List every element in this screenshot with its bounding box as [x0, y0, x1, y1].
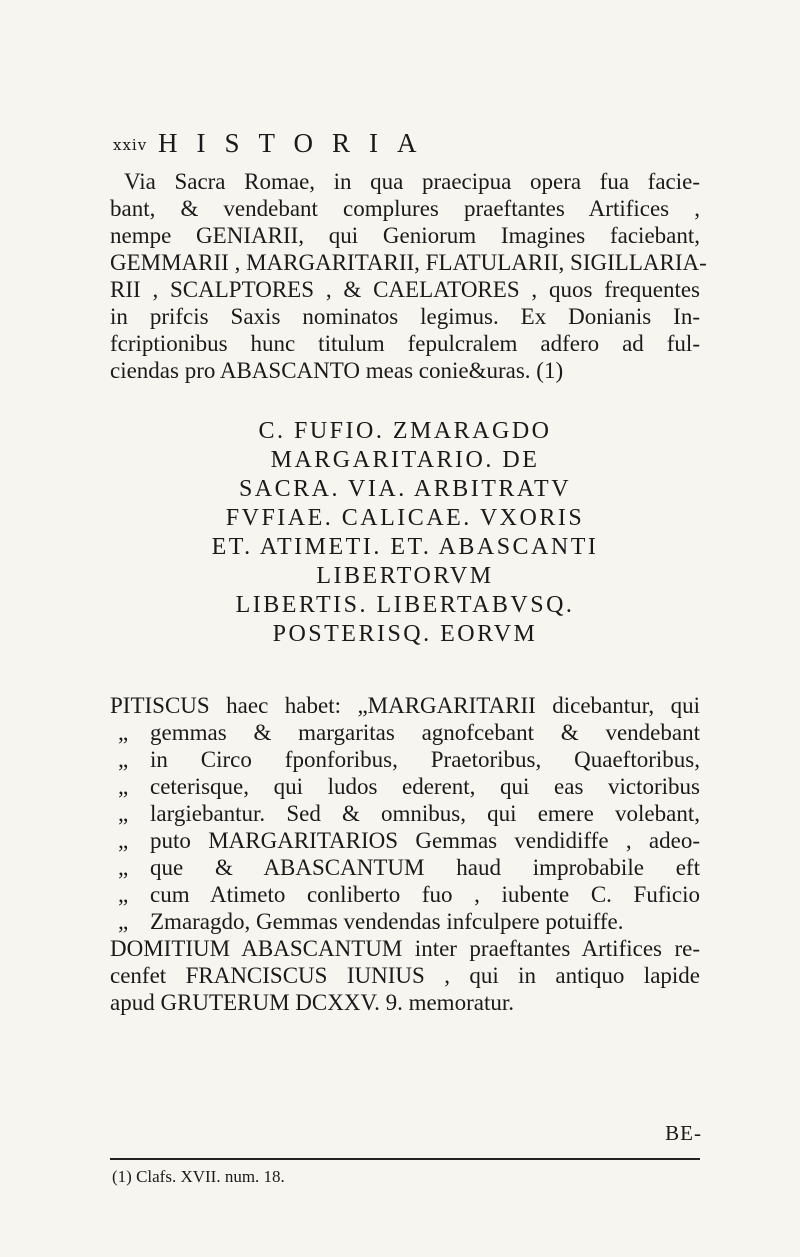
paragraph-2 — [110, 692, 700, 1016]
page-number: xxiv — [113, 136, 148, 154]
text-line: GEMMARII , MARGARITARII, FLATULARII, SIGILLARIA- — [110, 250, 707, 275]
text-line: RII , SCALPTORES , & CAELATORES , quos frequentes — [110, 277, 700, 302]
paragraph-1 — [110, 168, 707, 384]
text-line: in prifcis Saxis nominatos legimus. Ex Donianis In- — [110, 304, 700, 329]
quoted-line: „ Zmaragdo, Gemmas vendendas infculpere potuiffe. — [110, 908, 700, 935]
inscription-line: LIBERTORVM — [316, 563, 494, 589]
inscription-line: SACRA. VIA. ARBITRATV — [238, 476, 572, 502]
quoted-line: „ ceterisque, qui ludos ederent, qui eas victoribus — [110, 773, 700, 800]
text-line: ciendas pro ABASCANTO meas conie&uras. (1) — [110, 358, 564, 383]
inscription-line: POSTERISQ. EORVM — [272, 621, 538, 647]
catchword: BE- — [665, 1121, 702, 1145]
inscription-line: LIBERTIS. LIBERTABVSQ. — [235, 592, 575, 618]
text-line: bant, & vendebant complures praeftantes Artifices , — [110, 196, 700, 221]
quoted-line: „ in Circo fponforibus, Praetoribus, Quaeftoribus, — [110, 746, 700, 773]
quoted-line: „ puto MARGARITARIOS Gemmas vendidiffe , adeo- — [110, 827, 700, 854]
quoted-line: „ cum Atimeto conliberto fuo , iubente C. Fuficio — [110, 881, 700, 908]
quoted-line: „ largiebantur. Sed & omnibus, qui emere volebant, — [110, 800, 700, 827]
inscription-line: C. FUFIO. ZMARAGDO — [258, 418, 552, 444]
page-header — [113, 128, 673, 168]
footnote-rule — [110, 1158, 700, 1160]
text-line: PITISCUS haec habet: „MARGARITARII dicebantur, qui — [110, 693, 700, 718]
text-line: apud GRUTERUM DCXXV. 9. memoratur. — [110, 990, 514, 1015]
text-line: nempe GENIARII, qui Geniorum Imagines faciebant, — [110, 223, 700, 248]
text-line: fcriptionibus hunc titulum fepulcralem adfero ad ful- — [110, 331, 700, 356]
footnote: (1) Clafs. XVII. num. 18. — [112, 1167, 285, 1186]
inscription-line: ET. ATIMETI. ET. ABASCANTI — [211, 534, 599, 560]
quoted-line: „ que & ABASCANTUM haud improbabile eft — [110, 854, 700, 881]
inscription-line: FVFIAE. CALICAE. VXORIS — [225, 505, 585, 531]
quoted-line: „ gemmas & margaritas agnofcebant & vendebant — [110, 719, 700, 746]
inscription — [110, 417, 700, 649]
text-line: cenfet FRANCISCUS IUNIUS , qui in antiquo lapide — [110, 963, 700, 988]
running-title: HISTORIA — [158, 128, 436, 158]
inscription-line: MARGARITARIO. DE — [270, 447, 540, 473]
text-line: DOMITIUM ABASCANTUM inter praeftantes Artifices re- — [110, 936, 700, 961]
text-line: Via Sacra Romae, in qua praecipua opera fua facie- — [124, 169, 700, 194]
